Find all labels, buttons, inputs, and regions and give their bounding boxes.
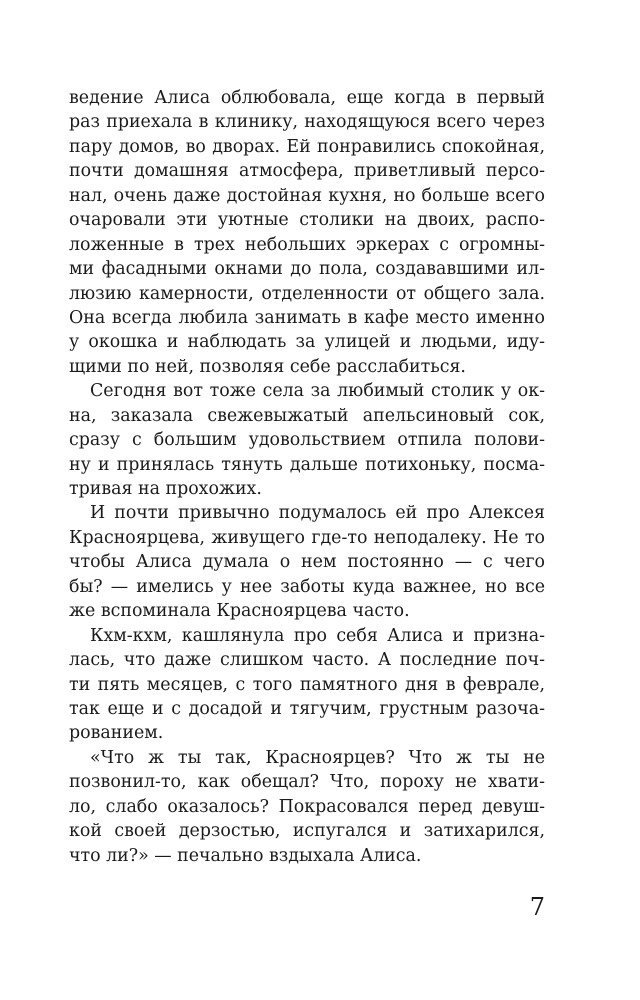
text-line: очаровали эти уютные столики на двоих, распо- bbox=[69, 210, 545, 231]
text-line: ложенные в трех небольших эркерах с огромны- bbox=[69, 234, 545, 255]
text-line: Кхм-кхм, кашлянула про себя Алиса и призна- bbox=[90, 625, 545, 646]
text-line: люзию камерности, отделенности от общего зала. bbox=[69, 283, 545, 304]
text-line: Сегодня вот тоже села за любимый столик у ок- bbox=[90, 381, 545, 402]
text-line: «Что ж ты так, Красноярцев? Что ж ты не bbox=[90, 747, 545, 768]
text-line: тривая на прохожих. bbox=[69, 479, 262, 499]
paragraph-3 bbox=[69, 501, 545, 623]
text-line: позвонил-то, как обещал? Что, пороху не хвати- bbox=[69, 772, 545, 793]
text-line: пару домов, во дворах. Ей понравились спокойная, bbox=[69, 136, 545, 157]
text-line: же вспоминала Красноярцева часто. bbox=[69, 601, 410, 622]
text-line: раз приехала в клинику, находящуюся всего через bbox=[69, 112, 545, 133]
text-line: ти пять месяцев, с того памятного дня в феврале, bbox=[69, 674, 545, 695]
text-line: сразу с большим удовольствием отпила полови- bbox=[69, 430, 545, 451]
text-column bbox=[69, 86, 545, 868]
text-line: чтобы Алиса думала о нем постоянно — с чего bbox=[69, 552, 545, 573]
text-line: щими по ней, позволяя себе расслабиться. bbox=[69, 356, 466, 377]
text-line: ну и принялась тянуть дальше потихоньку, посма- bbox=[69, 454, 545, 475]
text-line: у окошка и наблюдать за улицей и людьми, иду- bbox=[69, 332, 545, 353]
text-line: почти домашняя атмосфера, приветливый персо- bbox=[69, 161, 545, 182]
text-line: что ли?» — печально вздыхала Алиса. bbox=[69, 845, 422, 866]
text-line: бы? — имелись у нее заботы куда важнее, но все bbox=[69, 576, 545, 597]
text-line: нал, очень даже достойная кухня, но больше всего bbox=[69, 185, 545, 206]
text-line: так еще и с досадой и тягучим, грустным разоча- bbox=[69, 698, 545, 719]
text-line: Она всегда любила занимать в кафе место именно bbox=[69, 307, 545, 328]
text-line: ми фасадными окнами до пола, создававшими ил- bbox=[69, 259, 545, 280]
text-line: рованием. bbox=[69, 723, 164, 744]
text-line: ведение Алиса облюбовала, еще когда в первый bbox=[69, 88, 545, 108]
text-line: Краснoярцева, живущего где-то неподалеку. Не то bbox=[69, 527, 545, 548]
paragraph-1 bbox=[69, 86, 545, 379]
text-line: лась, что даже слишком часто. А последние поч- bbox=[69, 650, 545, 671]
text-line: кой своей дерзостью, испугался и затихарился, bbox=[69, 821, 545, 842]
paragraph-2 bbox=[69, 379, 545, 501]
text-line: на, заказала свежевыжатый апельсиновый сок, bbox=[69, 405, 545, 426]
text-line: ло, слабо оказалось? Покрасовался перед девуш- bbox=[69, 796, 545, 817]
text-line: И почти привычно подумалось ей про Алексея bbox=[90, 503, 545, 524]
paragraph-4 bbox=[69, 624, 545, 746]
page-number: 7 bbox=[529, 893, 545, 921]
paragraph-5 bbox=[69, 746, 545, 868]
